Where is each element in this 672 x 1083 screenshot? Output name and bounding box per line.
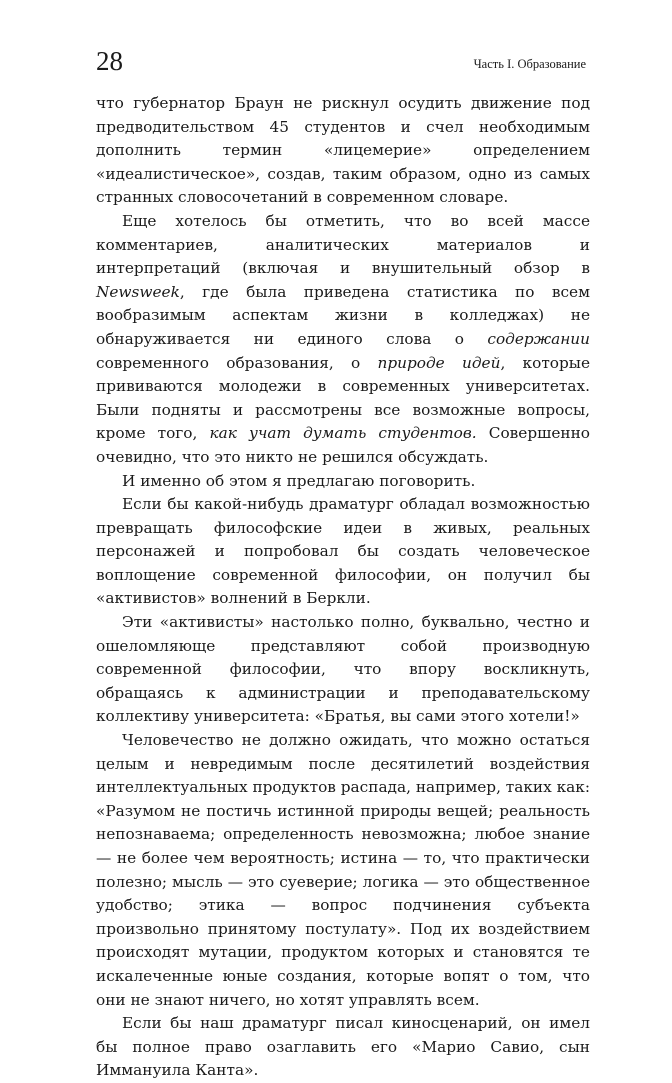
italic-soderzhanii: содержании — [487, 329, 590, 348]
paragraph-2-text-2: , где была приведена статистика по всем вообразимым аспектам жизни в колледжах) не обнаруживается ни единого слова о — [96, 282, 590, 348]
paragraph-2-text-3: современного образования, о — [96, 353, 378, 372]
paragraph-2-text-4: , которые прививаются молодежи в современных университетах. Были подняты и рассмотрены все возможные вопросы, кроме того, — [96, 353, 591, 443]
paragraph-2-text-1: Еще хотелось бы отметить, что во всей массе комментариев, аналитических материалов и интерпретаций (включая и внушительный обзор в — [96, 211, 590, 278]
paragraph-2 — [96, 210, 590, 470]
italic-prirode-idei: природе идей — [377, 353, 501, 372]
paragraph-2-text-5: Совершенно очевидно, что это никто не решился обсуждать. — [96, 424, 591, 466]
paragraph-3: И именно об этом я предлагаю поговорить. — [122, 471, 476, 490]
paragraph-4: Если бы какой-нибудь драматург обладал возможностью превращать философские идеи в живых, реальных персонажей и попробовал бы создать человеческое воплощение современной философии, он получил бы «активистов» волнений в Беркли. — [96, 495, 590, 608]
paragraph-6: Человечество не должно ожидать, что можно остаться целым и невредимым после десятилетий воздействия интеллектуальных продуктов распада, например, таких как: «Разумом не постичь истинной природы вещей; реальность непознаваема; определенность невозможна; любое знание — не более чем вероятность; истина — то, что практически полезно; мысль — это суеверие; логика — это общественное удобство; этика — вопрос подчинения субъекта произвольно принятому постулату». Под их воздействием происходят мутации, продуктом которых и становятся те искалеченные юные создания, которые вопят о том, что они не знают ничего, но хотят управлять всем. — [96, 731, 591, 1009]
body-text — [96, 92, 590, 1083]
page-header — [96, 46, 586, 80]
italic-newsweek: Newsweek — [96, 282, 180, 301]
paragraph-7: Если бы наш драматург писал киносценарий, он имел бы полное право озаглавить его «Марио Савио, сын Иммануила Канта». — [96, 1014, 590, 1080]
page-number: 28 — [96, 46, 123, 76]
paragraph-1: что губернатор Браун не рискнул осудить движение под предводительством 45 студентов и счел необходимым дополнить термин «лицемерие» определением «идеалистическое», создав, таким образом, одно из самых странных словосочетаний в современном словаре. — [96, 94, 590, 207]
italic-kak-uchat: как учат думать студентов. — [209, 424, 477, 443]
paragraph-5: Эти «активисты» настолько полно, буквально, честно и ошеломляюще представляют собой производную современной философии, что впору воскликнуть, обращаясь к администрации и преподавательскому коллективу университета: «Братья, вы сами этого хотели!» — [96, 613, 590, 726]
running-head: Часть I. Образование — [473, 57, 586, 71]
